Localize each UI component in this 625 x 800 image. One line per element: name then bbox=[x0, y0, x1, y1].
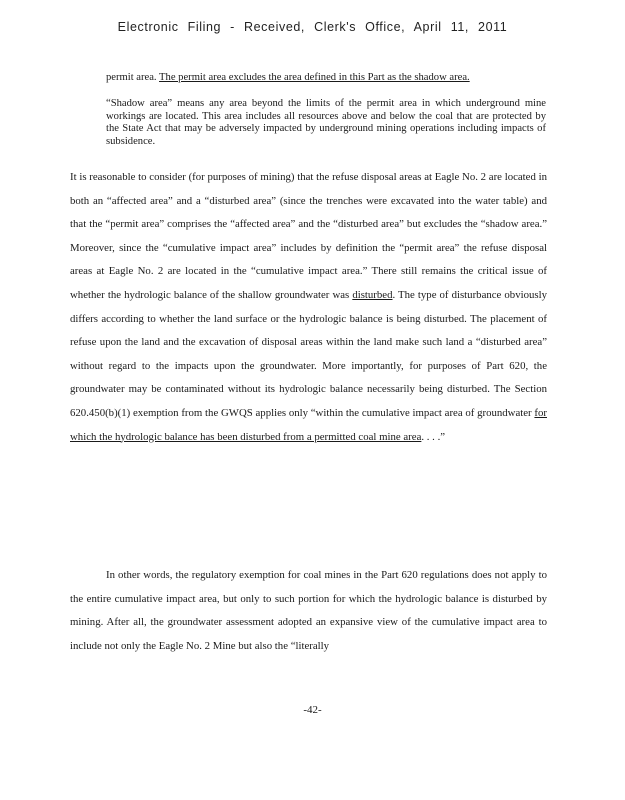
underlined-word: disturbed bbox=[352, 288, 393, 301]
body-paragraph-2: In other words, the regulatory exemption for coal mines in the Part 620 regulations does not apply to the entire cumulative impact area, but only to such portion for which the hydrologic balance is disturbed by mining. After all, the groundwater assessment adopted an expansive view of the cumulative impact area to include not only the Eagle No. 2 Mine but also the “literally bbox=[70, 569, 547, 652]
paragraph-text: . . . .” bbox=[421, 430, 446, 443]
page-number: -42- bbox=[303, 704, 322, 716]
paragraph-text: . The type of disturbance obviously differs according to whether the land surface or the hydrologic balance is being disturbed. The placement of refuse upon the land and the excavation of disposal areas within the land make such land a “disturbed area” without regard to the impacts upon the groundwater. More importantly, for purposes of Part 620, the groundwater may be contaminated without its hydrologic balance necessarily being disturbed. The Section 620.450(b)(1) exemption from the GWQS applies only “within the cumulative impact area of groundwater bbox=[70, 288, 547, 419]
quoted-definition-permit-area bbox=[106, 72, 546, 85]
quote-underlined-text: The permit area excludes the area defined in this Part as the shadow area. bbox=[159, 72, 470, 83]
quoted-definition-shadow-area: “Shadow area” means any area beyond the limits of the permit area in which underground mine workings are located. This area includes all resources above and below the coal that are protected by the State Act that may be adversely impacted by underground mining operations including impacts of subsidence. bbox=[106, 98, 546, 147]
underlined-phrase: for which the hydrologic balance has been disturbed from a permitted coal mine area bbox=[70, 406, 547, 443]
quote-line-plain: permit area. bbox=[106, 72, 160, 83]
filing-stamp-header: Electronic Filing - Received, Clerk's Office, April 11, 2011 bbox=[117, 20, 508, 34]
paragraph-text: It is reasonable to consider (for purposes of mining) that the refuse disposal areas at Eagle No. 2 are located in both an “affected area” and a “disturbed area” (since the trenches were excavated into the water table) and that the “permit area” comprises the “affected area” and the “disturbed area” but excludes the “shadow area.” Moreover, since the “cumulative impact area” includes by definition the “permit area” the refuse disposal areas at Eagle No. 2 are located in the “cumulative impact area.” There still remains the critical issue of whether the hydrologic balance of the shallow groundwater was bbox=[70, 171, 547, 301]
body-paragraph-1 bbox=[70, 166, 547, 449]
